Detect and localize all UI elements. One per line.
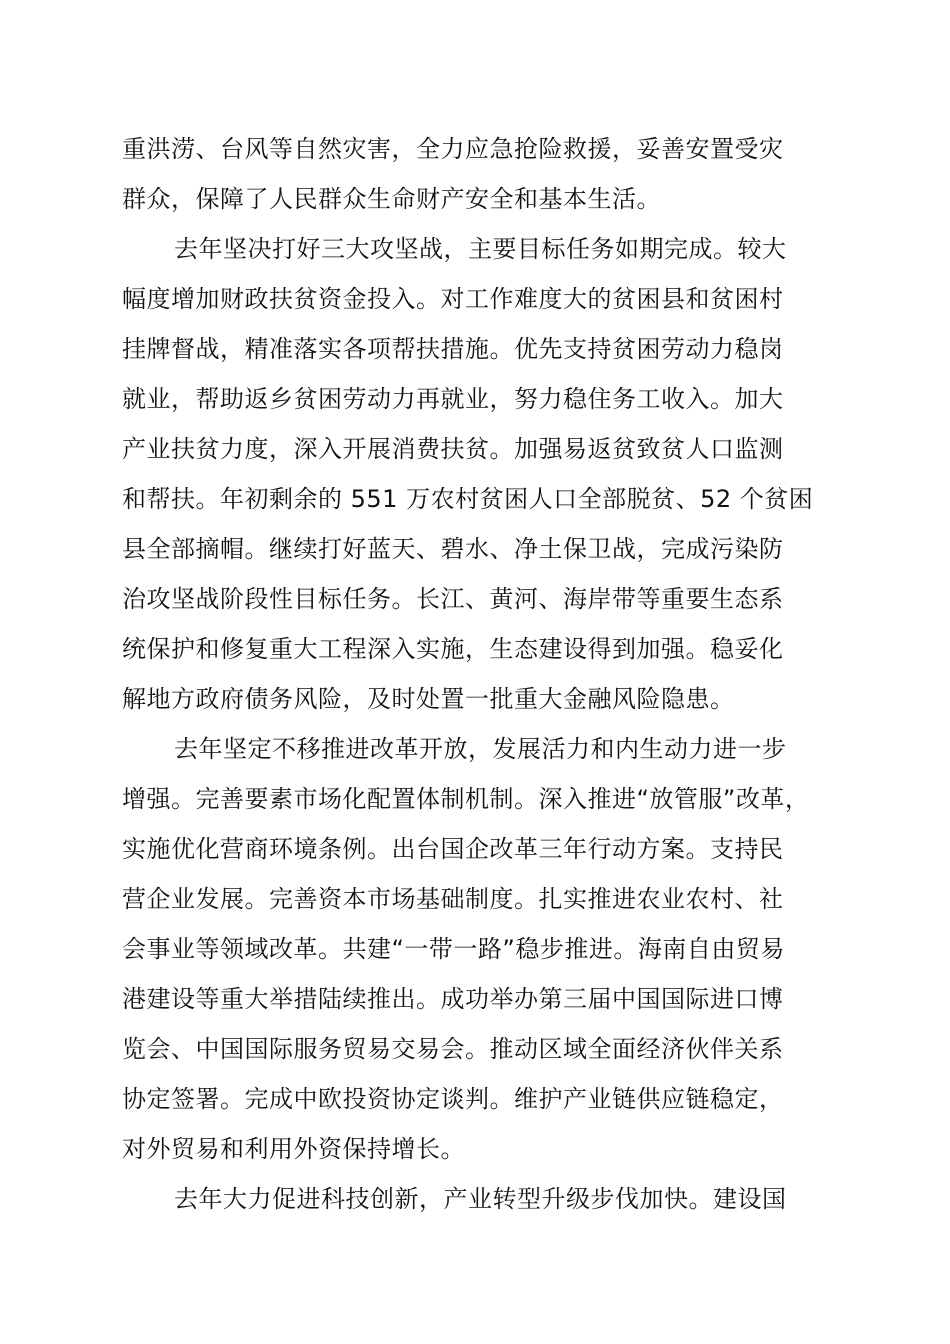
text-line: 会事业等领域改革。共建“一带一路”稳步推进。海南自由贸易: [122, 935, 785, 963]
text-line: 协定签署。完成中欧投资协定谈判。维护产业链供应链稳定，: [122, 1085, 784, 1113]
text-line: 县全部摘帽。继续打好蓝天、碧水、净土保卫战，完成污染防: [122, 535, 784, 563]
paragraph-4: [122, 1174, 842, 1224]
text-line: 重洪涝、台风等自然灾害，全力应急抢险救援，妥善安置受灾: [122, 135, 784, 163]
text-line: 对外贸易和利用外资保持增长。: [122, 1135, 465, 1163]
paragraph-3: [122, 724, 842, 1174]
text-line: 治攻坚战阶段性目标任务。长江、黄河、海岸带等重要生态系: [122, 585, 784, 613]
text-line: 产业扶贫力度，深入开展消费扶贫。加强易返贫致贫人口监测: [122, 435, 784, 463]
text-line: 增强。完善要素市场化配置体制机制。深入推进“放管服”改革，: [122, 785, 810, 813]
text-line: 实施优化营商环境条例。出台国企改革三年行动方案。支持民: [122, 835, 784, 863]
text-line: 去年大力促进科技创新，产业转型升级步伐加快。建设国: [174, 1185, 787, 1213]
text-line: 和帮扶。年初剩余的 551 万农村贫困人口全部脱贫、52 个贫困: [122, 485, 814, 513]
text-line: 就业，帮助返乡贫困劳动力再就业，努力稳住务工收入。加大: [122, 385, 784, 413]
text-line: 幅度增加财政扶贫资金投入。对工作难度大的贫困县和贫困村: [122, 285, 784, 313]
text-line: 览会、中国国际服务贸易交易会。推动区域全面经济伙伴关系: [122, 1035, 784, 1063]
text-line: 去年坚决打好三大攻坚战，主要目标任务如期完成。较大: [174, 235, 787, 263]
text-line: 群众，保障了人民群众生命财产安全和基本生活。: [122, 185, 661, 213]
paragraph-2: [122, 224, 842, 724]
document-body: [122, 124, 842, 1224]
text-line: 去年坚定不移推进改革开放，发展活力和内生动力进一步: [174, 735, 787, 763]
text-line: 港建设等重大举措陆续推出。成功举办第三届中国国际进口博: [122, 985, 784, 1013]
text-line: 统保护和修复重大工程深入实施，生态建设得到加强。稳妥化: [122, 635, 784, 663]
text-line: 挂牌督战，精准落实各项帮扶措施。优先支持贫困劳动力稳岗: [122, 335, 784, 363]
text-line: 解地方政府债务风险，及时处置一批重大金融风险隐患。: [122, 685, 735, 713]
text-line: 营企业发展。完善资本市场基础制度。扎实推进农业农村、社: [122, 885, 784, 913]
paragraph-1: [122, 124, 842, 224]
